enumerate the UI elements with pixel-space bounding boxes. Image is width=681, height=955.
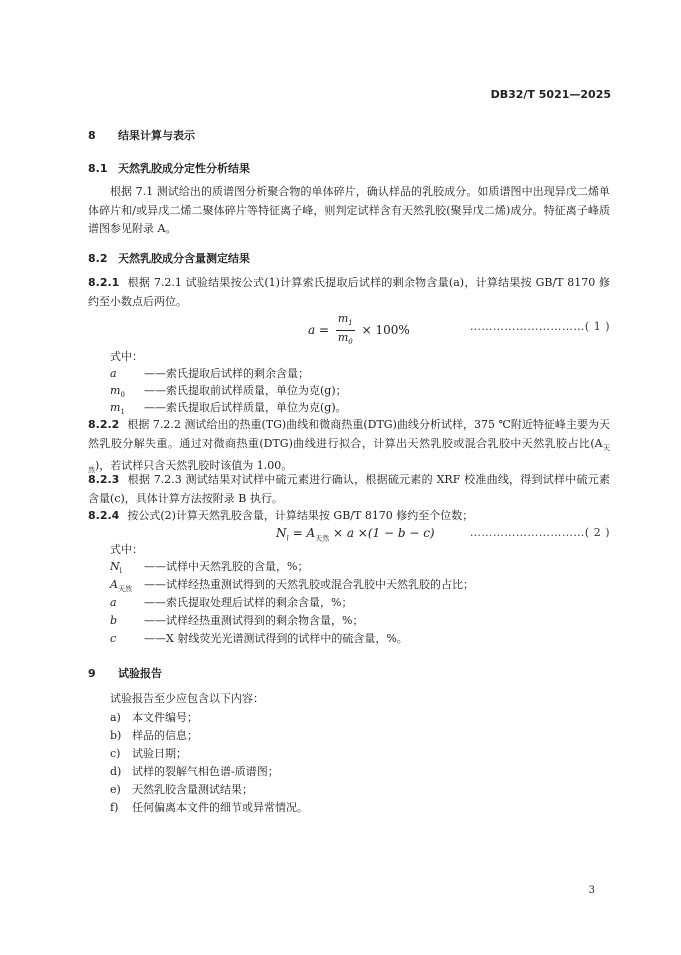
list-item: a) 本文件编号； [110, 711, 198, 724]
def-symbol: c [110, 632, 117, 645]
clause-8-2-2-text-a: 根据 7.2.2 测试给出的热重(TG)曲线和微商热重(DTG)曲线分析试样，375 ℃附近特征峰主要为天然乳胶分解失重。通过对微商热重(DTG)曲线进行拟合，计算出天然乳胶或混合乳胶中天然乳胶占比(A [88, 418, 610, 450]
formula-1-fraction [336, 312, 355, 349]
list-item: c) 试验日期； [110, 747, 187, 760]
clause-8-2-4-text: 按公式(2)计算天然乳胶含量，计算结果按 GB/T 8170 修约至个位数； [127, 509, 474, 522]
section-8-1-number: 8.1 [88, 162, 108, 175]
formula-1-expression [308, 312, 410, 349]
formula-1-rhs: × 100% [361, 323, 410, 338]
fraction-numerator: $m_1$ [336, 312, 355, 331]
def-symbol: a [110, 367, 117, 380]
def-description: ——X 射线荧光光谱测试得到的试样中的硫含量，%。 [144, 632, 408, 645]
def-description: ——索氏提取处理后试样的剩余含量，%； [144, 596, 353, 609]
section-8-number: 8 [88, 129, 96, 142]
list-item: d) 试样的裂解气相色谱-质谱图； [110, 765, 279, 778]
standard-code: DB32/T 5021—2025 [490, 88, 611, 101]
def-description: ——试样中天然乳胶的含量，%； [144, 560, 309, 573]
page-number: 3 [588, 885, 595, 896]
section-9-intro: 试验报告至少应包含以下内容： [110, 692, 264, 705]
section-8-1-heading [88, 160, 250, 178]
clause-8-2-3 [88, 471, 610, 508]
formula-2-number: …………………………( 2 ) [469, 526, 610, 539]
fraction-denominator: $m_0$ [337, 331, 353, 347]
def-symbol: b [110, 614, 118, 627]
where-label-1: 式中： [110, 350, 143, 363]
def-description: ——索氏提取前试样质量，单位为克(g)； [144, 384, 347, 397]
section-8-2-title: 天然乳胶成分含量测定结果 [118, 252, 250, 265]
clause-8-2-3-text: 根据 7.2.3 测试结果对试样中硫元素进行确认，根据硫元素的 XRF 校准曲线，得到试样中硫元素含量(c)，具体计算方法按附录 B 执行。 [88, 473, 610, 505]
def-symbol: $m_1$ [110, 401, 125, 417]
clause-8-2-1-number: 8.2.1 [88, 276, 120, 289]
section-8-title: 结果计算与表示 [118, 129, 195, 142]
clause-8-2-2-number: 8.2.2 [88, 418, 120, 431]
section-9-heading [88, 665, 162, 683]
formula-1-lhs: a = [308, 323, 330, 338]
def-symbol: a [110, 596, 117, 609]
def-description: ——试样经热重测试得到的剩余物含量，%； [144, 614, 364, 627]
section-8-2-number: 8.2 [88, 252, 108, 265]
section-9-title: 试验报告 [118, 667, 162, 680]
section-8-heading [88, 127, 195, 145]
clause-8-2-2-text-b: )，若试样只含天然乳胶时该值为 1.00。 [95, 459, 293, 473]
def-symbol: $N_l$ [110, 560, 122, 576]
formula-2 [88, 516, 610, 550]
section-9-number: 9 [88, 667, 96, 680]
clause-8-2-1 [88, 274, 610, 311]
def-description: ——索氏提取后试样质量，单位为克(g)。 [144, 401, 347, 414]
formula-1 [88, 310, 610, 347]
list-item: f) 任何偏离本文件的细节或异常情况。 [110, 801, 308, 814]
section-8-1-paragraph: 根据 7.1 测试给出的质谱图分析聚合物的单体碎片，确认样品的乳胶成分。如质谱图中出现异戊二烯单体碎片和/或异戊二烯二聚体碎片等特征离子峰，则判定试样含有天然乳胶(聚异戊二烯)成分。特征离子峰质谱图参见附录 A。 [88, 185, 610, 235]
list-item: e) 天然乳胶含量测试结果； [110, 783, 253, 796]
formula-2-expression: $N_l = A_{天然} \times a \times(1 - b - c)$ [276, 526, 435, 543]
list-item: b) 样品的信息； [110, 729, 198, 742]
clause-8-2-3-number: 8.2.3 [88, 473, 120, 486]
def-description: ——试样经热重测试得到的天然乳胶或混合乳胶中天然乳胶的占比； [144, 578, 474, 591]
formula-1-number: …………………………( 1 ) [469, 320, 610, 333]
def-symbol: $A_{天然}$ [110, 578, 132, 594]
section-8-1-title: 天然乳胶成分定性分析结果 [118, 162, 250, 175]
clause-8-2-4-number: 8.2.4 [88, 509, 120, 522]
clause-8-2-1-text: 根据 7.2.1 试验结果按公式(1)计算索氏提取后试样的剩余物含量(a)，计算结果按 GB/T 8170 修约至小数点后两位。 [88, 276, 610, 308]
definition-row [110, 630, 408, 652]
def-symbol: $m_0$ [110, 384, 125, 400]
where-label-2: 式中： [110, 543, 143, 556]
clause-8-2-2-subscript: 天然 [88, 443, 611, 475]
section-8-2-heading [88, 250, 250, 268]
def-description: ——索氏提取后试样的剩余含量； [144, 367, 309, 380]
